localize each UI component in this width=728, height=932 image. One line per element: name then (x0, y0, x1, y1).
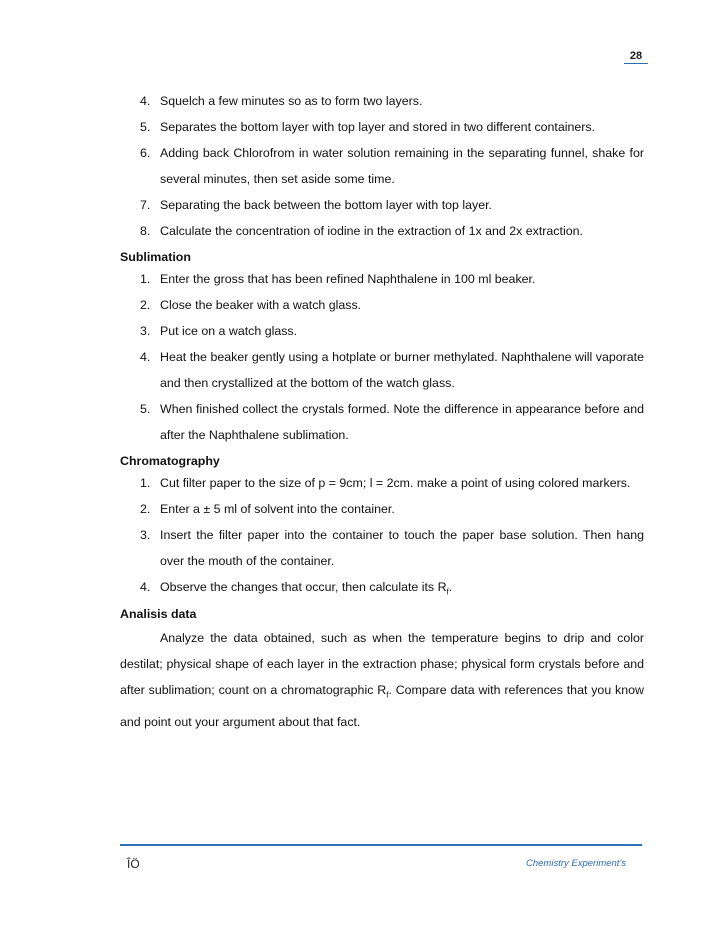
step-text: Put ice on a watch glass. (160, 324, 298, 338)
list-item (120, 192, 644, 218)
list-item (120, 522, 644, 574)
step-text: Heat the beaker gently using a hotplate or burner methylated. Naphthalene will vaporate and then crystallized at the bottom of the watch glass. (160, 350, 644, 390)
step-text: Calculate the concentration of iodine in the extraction of 1x and 2x extraction. (160, 224, 583, 238)
step-text: Insert the filter paper into the container to touch the paper base solution. Then hang over the mouth of the container. (160, 528, 644, 568)
footer-title: Chemistry Experiment's (526, 858, 627, 869)
chromatography-heading: Chromatography (120, 454, 220, 468)
list-item (120, 140, 644, 192)
list-item (120, 496, 644, 522)
step-number: 4. (140, 350, 151, 364)
step-number: 1. (140, 272, 151, 286)
step-text: Enter the gross that has been refined Naphthalene in 100 ml beaker. (160, 272, 536, 286)
list-item (120, 470, 644, 496)
step-number: 3. (140, 324, 151, 338)
step-number: 3. (140, 528, 151, 542)
step-number: 4. (140, 580, 151, 594)
extraction-steps-list (120, 88, 644, 244)
page-content (120, 88, 644, 735)
step-number: 5. (140, 402, 151, 416)
step-number: 2. (140, 298, 151, 312)
list-item (120, 266, 644, 292)
step-number: 8. (140, 224, 151, 238)
step-number: 2. (140, 502, 151, 516)
step-text: Enter a ± 5 ml of solvent into the container. (160, 502, 395, 516)
list-item (120, 292, 644, 318)
step-text: Separates the bottom layer with top layer and stored in two different containers. (160, 120, 596, 134)
step-text: Separating the back between the bottom layer with top layer. (160, 198, 492, 212)
step-text: Cut filter paper to the size of p = 9cm; l = 2cm. make a point of using colored markers. (160, 476, 631, 490)
list-item (120, 88, 644, 114)
step-number: 5. (140, 120, 151, 134)
footer-left-text: ÎÖ (127, 857, 140, 871)
footer-divider (120, 844, 642, 846)
step-number: 6. (140, 146, 151, 160)
analysis-text-end: . Compare data with references that you know and point out your argument about that fact. (120, 683, 644, 729)
sublimation-steps-list (120, 266, 644, 448)
step-text-suffix: . (448, 580, 453, 594)
list-item (120, 114, 644, 140)
list-item (120, 344, 644, 396)
step-number: 1. (140, 476, 151, 490)
analysis-text: Analyze the data obtained, such as when the temperature begins to drip and color destilat; physical shape of each layer in the extraction phase; physical form crystals before and after sublimation; count on a chromatographic R (120, 631, 644, 698)
rf-subscript: f (386, 690, 389, 700)
list-item (120, 574, 644, 605)
step-text: Squelch a few minutes so as to form two layers. (160, 94, 423, 108)
list-item (120, 396, 644, 448)
step-text: Observe the changes that occur, then calculate its R (160, 580, 447, 594)
chromatography-steps-list (120, 470, 644, 605)
step-number: 4. (140, 94, 151, 108)
step-text: Adding back Chlorofrom in water solution remaining in the separating funnel, shake for several minutes, then set aside some time. (160, 146, 644, 186)
analysis-heading: Analisis data (120, 607, 197, 622)
list-item (120, 218, 644, 244)
list-item (120, 318, 644, 344)
rf-subscript: f (446, 587, 449, 597)
step-text: When finished collect the crystals formed. Note the difference in appearance before and after the Naphthalene sublimation. (160, 402, 644, 442)
step-text: Close the beaker with a watch glass. (160, 298, 362, 312)
analysis-paragraph (120, 625, 644, 734)
step-number: 7. (140, 198, 151, 212)
page-number: 28 (624, 50, 648, 64)
sublimation-heading: Sublimation (120, 250, 191, 264)
